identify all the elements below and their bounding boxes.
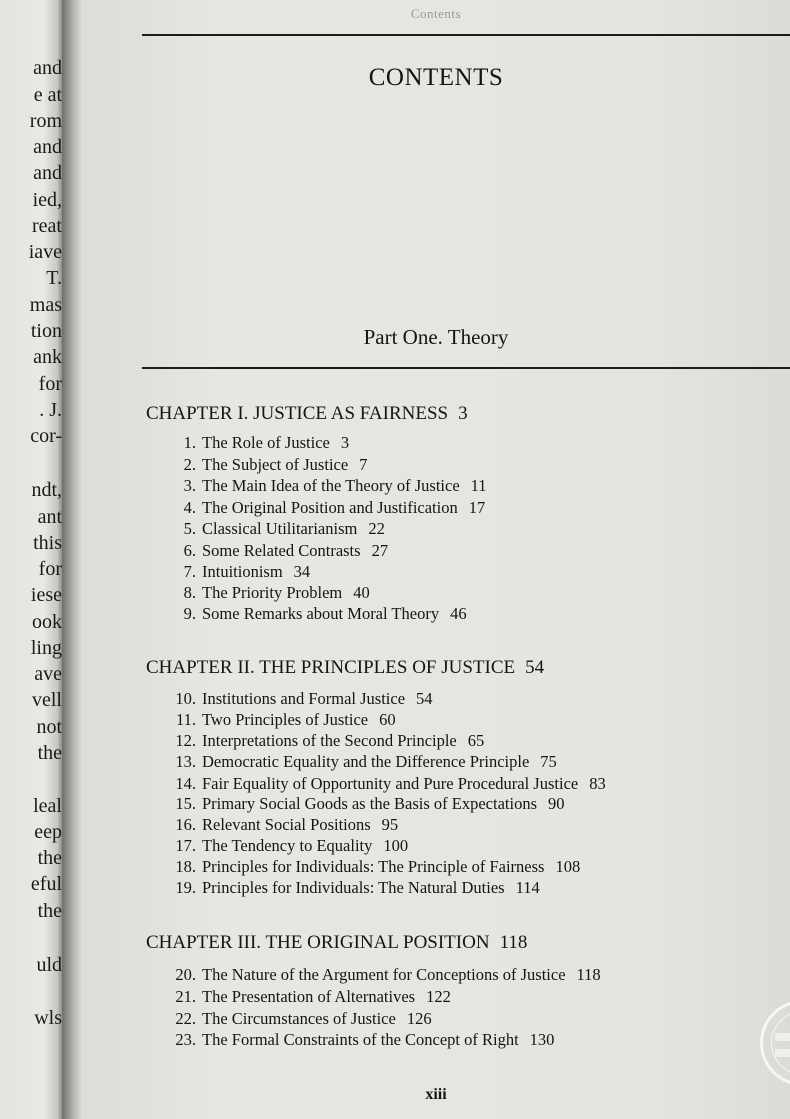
left-page-line: the [37, 847, 62, 869]
section-title: Principles for Individuals: The Natural Duties [202, 878, 505, 897]
page-title: CONTENTS [368, 64, 504, 91]
chapter-heading [146, 403, 468, 425]
section-title: The Formal Constraints of the Concept of Right [202, 1030, 519, 1049]
section-number: 10. [175, 689, 196, 708]
toc-entry [163, 774, 606, 794]
section-title: Intuitionism [202, 562, 283, 581]
left-page-line: e at [33, 84, 62, 106]
section-number: 18. [175, 857, 196, 876]
toc-entry [163, 815, 398, 835]
left-page-line: . J. [39, 399, 62, 421]
chapter-page-number: 54 [525, 657, 545, 678]
section-title: The Nature of the Argument for Conceptions of Justice [202, 965, 566, 984]
left-page-line: for [38, 558, 62, 580]
page-number: xiii [425, 1086, 447, 1103]
left-page-line: ling [30, 637, 62, 659]
section-number: 4. [183, 498, 196, 517]
watermark-seal-ring [771, 1011, 790, 1075]
left-page-line: the [37, 900, 62, 922]
section-page-number: 130 [529, 1030, 555, 1049]
section-page-number: 3 [340, 433, 350, 452]
toc-entry [163, 836, 408, 856]
left-page-line: mas [29, 294, 62, 316]
section-number: 14. [175, 774, 196, 793]
section-page-number: 90 [548, 794, 565, 813]
section-number: 16. [175, 815, 196, 834]
left-page-line: not [36, 716, 62, 738]
section-page-number: 17 [468, 498, 486, 517]
section-title: Institutions and Formal Justice [202, 689, 406, 708]
section-number: 20. [175, 965, 196, 984]
section-page-number: 60 [379, 710, 396, 729]
part-rule [142, 367, 790, 369]
left-page-line: reat [32, 215, 62, 237]
section-number: 7. [183, 562, 196, 581]
section-title: Some Related Contrasts [202, 541, 361, 560]
section-title: Primary Social Goods as the Basis of Expectations [202, 794, 537, 813]
left-page-line: and [33, 136, 62, 158]
section-title: Two Principles of Justice [202, 710, 369, 729]
section-page-number: 27 [371, 541, 389, 560]
toc-entry [163, 476, 487, 496]
left-page-line: ndt, [31, 479, 62, 501]
left-page-line: for [38, 373, 62, 395]
section-title: Classical Utilitarianism [202, 519, 358, 538]
section-title: The Priority Problem [202, 583, 343, 602]
section-title: Democratic Equality and the Difference Principle [202, 752, 530, 771]
top-rule [142, 34, 790, 36]
section-page-number: 7 [359, 455, 368, 474]
section-title: The Presentation of Alternatives [202, 987, 416, 1006]
section-number: 5. [183, 519, 196, 538]
section-page-number: 95 [381, 815, 399, 834]
toc-entry [163, 857, 580, 877]
contents-page [82, 0, 790, 1119]
toc-entry [163, 433, 349, 453]
section-number: 23. [175, 1030, 196, 1049]
left-page-line: ant [37, 506, 62, 528]
left-page-line: ook [32, 611, 62, 633]
left-page-line: ave [34, 663, 62, 685]
section-page-number: 100 [383, 836, 409, 855]
section-number: 21. [175, 987, 196, 1006]
chapter-heading [146, 932, 527, 954]
section-page-number: 118 [576, 965, 601, 984]
toc-entry [163, 987, 451, 1007]
left-facing-page [0, 0, 62, 1119]
left-page-line: iave [28, 241, 62, 263]
left-page-line: vell [32, 689, 62, 711]
left-page-line: this [33, 532, 62, 554]
section-page-number: 40 [353, 583, 370, 602]
section-title: Fair Equality of Opportunity and Pure Procedural Justice [202, 774, 579, 793]
section-number: 6. [183, 541, 196, 560]
section-page-number: 83 [589, 774, 606, 793]
section-page-number: 46 [450, 604, 467, 623]
section-page-number: 65 [467, 731, 485, 750]
section-page-number: 108 [555, 857, 581, 876]
section-title: The Tendency to Equality [202, 836, 373, 855]
section-page-number: 11 [470, 476, 487, 495]
section-number: 1. [183, 433, 196, 452]
toc-entry [163, 519, 385, 539]
toc-entry [163, 583, 370, 603]
section-page-number: 126 [406, 1009, 432, 1028]
watermark-seal [760, 1000, 790, 1086]
section-number: 2. [183, 455, 196, 474]
toc-entry [163, 604, 467, 624]
section-number: 15. [175, 794, 196, 813]
chapter-page-number: 3 [458, 403, 468, 424]
left-page-line: cor- [30, 425, 62, 447]
toc-entry [163, 965, 601, 985]
toc-entry [163, 455, 367, 475]
section-number: 11. [175, 710, 196, 729]
left-page-line: ied, [32, 189, 62, 211]
part-title: Part One. Theory [363, 325, 509, 349]
left-page-line: T. [46, 267, 62, 289]
section-title: The Original Position and Justification [202, 498, 458, 517]
section-title: Some Remarks about Moral Theory [202, 604, 440, 623]
toc-entry [163, 541, 388, 561]
toc-entry [163, 562, 310, 582]
left-page-line: rom [29, 110, 62, 132]
toc-entry [163, 1030, 554, 1050]
watermark-seal-mark [775, 1049, 790, 1057]
left-page-line: eep [34, 821, 62, 843]
section-number: 9. [183, 604, 196, 623]
chapter-title: CHAPTER I. JUSTICE AS FAIRNESS [146, 403, 449, 424]
chapter-title: CHAPTER II. THE PRINCIPLES OF JUSTICE [146, 657, 516, 678]
chapter-page-number: 118 [499, 932, 528, 953]
chapter-heading [146, 657, 544, 679]
section-title: The Role of Justice [202, 433, 330, 452]
left-page-line: iese [30, 584, 62, 606]
running-head: Contents [410, 6, 462, 21]
left-page-line: wls [34, 1007, 62, 1029]
section-number: 3. [183, 476, 196, 495]
section-page-number: 114 [515, 878, 540, 897]
section-number: 8. [183, 583, 196, 602]
left-page-line: and [33, 57, 62, 79]
section-page-number: 122 [426, 987, 451, 1006]
toc-entry [163, 498, 485, 518]
book-gutter [62, 0, 82, 1119]
section-number: 17. [175, 836, 196, 855]
section-number: 22. [175, 1009, 196, 1028]
toc-entry [163, 731, 484, 751]
toc-entry [163, 752, 557, 772]
section-number: 13. [175, 752, 196, 771]
section-title: Principles for Individuals: The Principle of Fairness [202, 857, 545, 876]
section-page-number: 54 [416, 689, 433, 708]
left-page-line: leal [33, 795, 62, 817]
section-number: 19. [175, 878, 196, 897]
left-page-line: ank [33, 346, 62, 368]
chapter-title: CHAPTER III. THE ORIGINAL POSITION [146, 932, 490, 953]
toc-entry [163, 878, 540, 898]
section-title: The Main Idea of the Theory of Justice [202, 476, 460, 495]
section-title: The Circumstances of Justice [202, 1009, 396, 1028]
left-page-line: eful [30, 873, 62, 895]
toc-entry [163, 794, 565, 814]
section-number: 12. [175, 731, 196, 750]
section-title: The Subject of Justice [202, 455, 349, 474]
section-title: Interpretations of the Second Principle [202, 731, 457, 750]
toc-entry [163, 689, 433, 709]
left-page-line: and [33, 162, 62, 184]
section-page-number: 22 [368, 519, 385, 538]
toc-entry [163, 1009, 432, 1029]
section-page-number: 34 [293, 562, 311, 581]
section-page-number: 75 [540, 752, 557, 771]
toc-entry [163, 710, 396, 730]
section-title: Relevant Social Positions [202, 815, 371, 834]
left-page-line: tion [30, 320, 62, 342]
watermark-seal-mark [775, 1033, 790, 1041]
left-page-line: uld [36, 954, 62, 976]
left-page-line: the [37, 742, 62, 764]
